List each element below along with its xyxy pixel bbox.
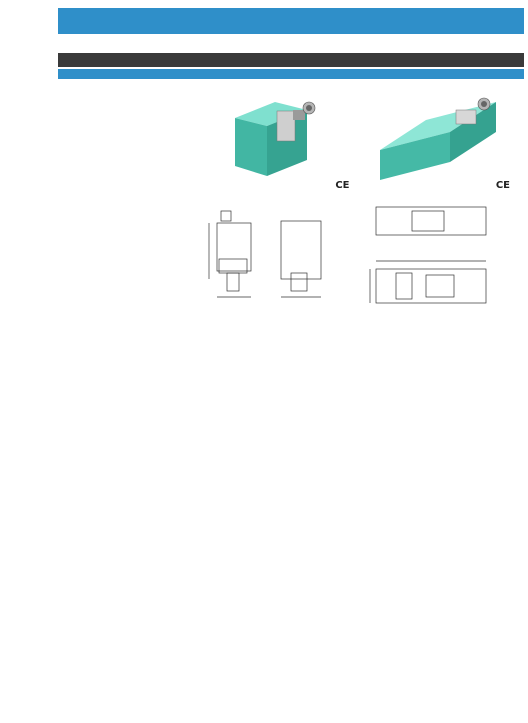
dimension-drawing-a — [203, 193, 364, 324]
sensor-q40w-image — [205, 80, 351, 193]
section-bar — [58, 53, 524, 67]
header-spec-label — [58, 69, 143, 79]
ce-mark-icon: CE — [495, 179, 510, 191]
photo-label — [58, 79, 143, 193]
drawing-label — [58, 193, 143, 324]
drawing-row — [58, 193, 524, 324]
page-title — [58, 8, 524, 34]
dimension-drawing-b — [364, 193, 525, 324]
header-model-a — [203, 69, 364, 79]
footer-decoration — [58, 685, 524, 695]
ce-mark-icon: CE — [335, 179, 350, 191]
q40w-dimension-drawing — [205, 193, 351, 321]
product-photo-a — [203, 79, 364, 193]
photo-row — [58, 79, 524, 193]
header-model-b — [364, 69, 525, 79]
sensor-q40f-image — [366, 80, 512, 193]
spec-table — [58, 69, 524, 324]
product-photo-b — [364, 79, 525, 193]
q40f-dimension-drawing — [366, 193, 512, 321]
table-header-row — [58, 69, 524, 79]
